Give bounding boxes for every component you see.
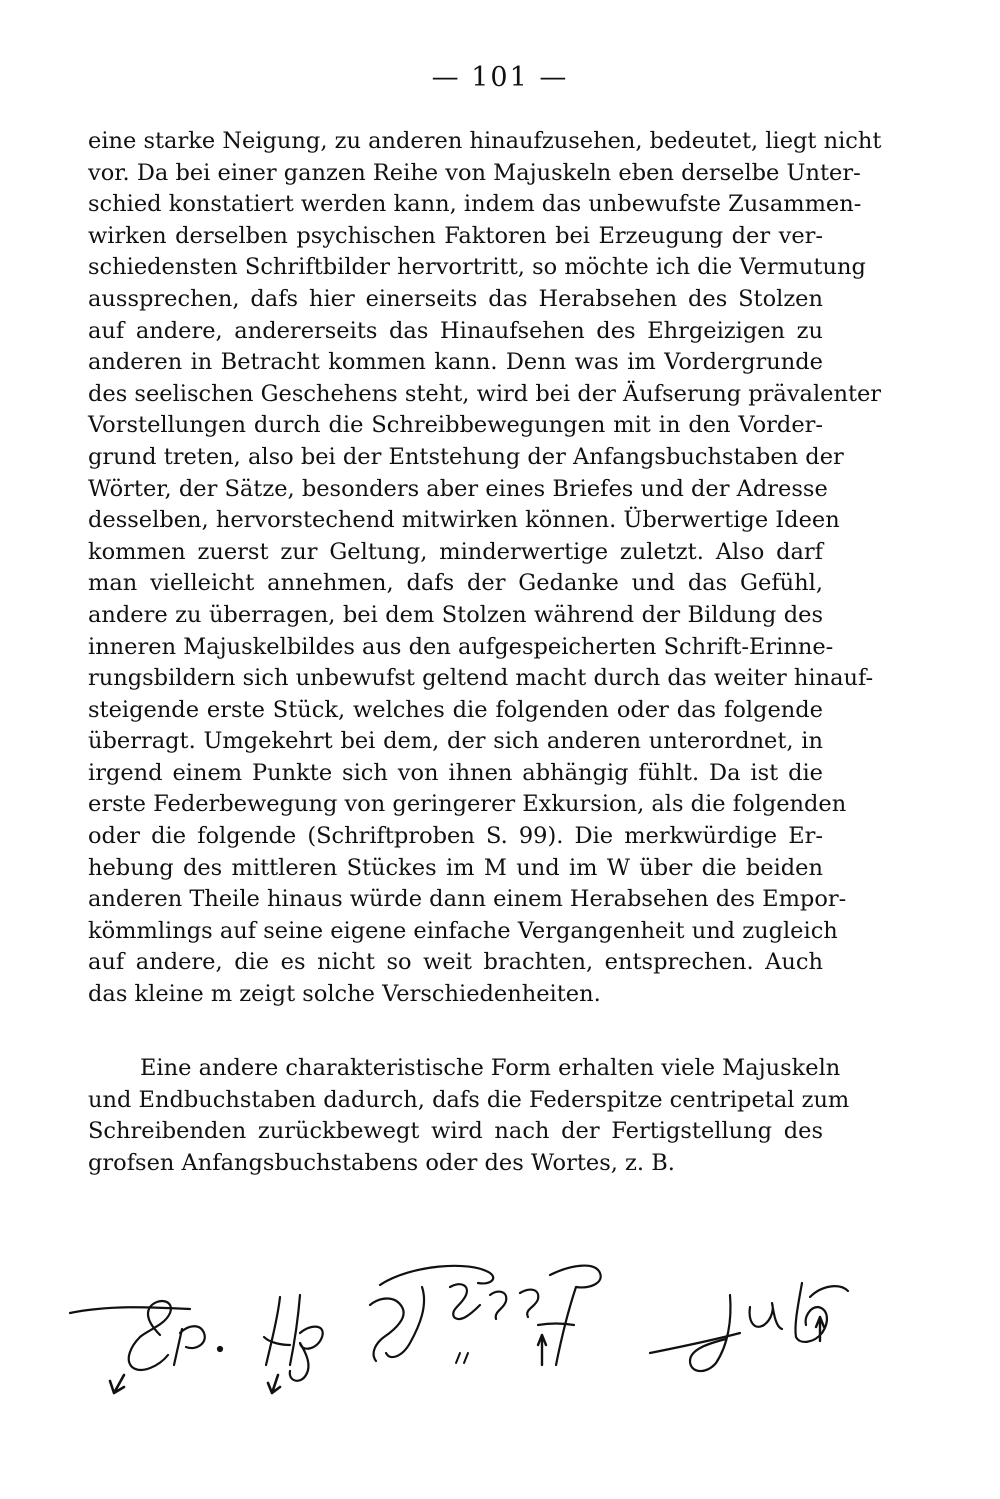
text-line: anderen in Betracht kommen kann. Denn was im Vordergrunde xyxy=(88,349,823,376)
text-line: überragt. Umgekehrt bei dem, der sich anderen unterordnet, in xyxy=(88,728,823,755)
text-line: steigende erste Stück, welches die folgenden oder das folgende xyxy=(88,696,823,723)
text-line: schied konstatiert werden kann, indem das unbewufste Zusammen- xyxy=(88,191,862,218)
text-line: desselben, hervorstechend mitwirken können. Überwertige Ideen xyxy=(88,507,840,534)
text-line: inneren Majuskelbildes aus den aufgespeicherten Schrift-Erinne- xyxy=(88,633,834,660)
text-line: Vorstellungen durch die Schreibbewegungen mit in den Vorder- xyxy=(88,412,823,439)
text-line: irgend einem Punkte sich von ihnen abhängig fühlt. Da ist die xyxy=(88,759,823,786)
text-line: grofsen Anfangsbuchstabens oder des Wortes, z. B. xyxy=(88,1149,675,1176)
text-line: das kleine m zeigt solche Verschiedenheiten. xyxy=(88,981,601,1008)
text-line: kömmlings auf seine eigene einfache Vergangenheit und zugleich xyxy=(88,917,838,944)
paragraph-1 xyxy=(88,126,882,1011)
text-line: erste Federbewegung von geringerer Exkursion, als die folgenden xyxy=(88,791,847,818)
paragraph-2 xyxy=(88,1053,850,1179)
text-line: wirken derselben psychischen Faktoren bei Erzeugung der ver- xyxy=(88,222,823,249)
text-line: andere zu überragen, bei dem Stolzen während der Bildung des xyxy=(88,601,823,628)
text-line: Wörter, der Sätze, besonders aber eines Briefes und der Adresse xyxy=(88,475,828,502)
handwriting-samples-figure xyxy=(50,1225,930,1405)
text-line: des seelischen Geschehens steht, wird bei der Äufserung prävalenter xyxy=(88,380,882,407)
text-line: schiedensten Schriftbilder hervortritt, so möchte ich die Vermutung xyxy=(88,254,866,281)
text-line: oder die folgende (Schriftproben S. 99). Die merkwürdige Er- xyxy=(88,823,823,850)
text-line: hebung des mittleren Stückes im M und im W über die beiden xyxy=(88,854,823,881)
handwriting-samples xyxy=(50,1225,930,1405)
handwriting-sample-ep xyxy=(70,1301,222,1393)
text-line: man vielleicht annehmen, dafs der Gedanke und das Gefühl, xyxy=(88,570,823,597)
text-line: vor. Da bei einer ganzen Reihe von Majuskeln eben derselbe Unter- xyxy=(88,159,861,186)
text-line: Schreibenden zurückbewegt wird nach der Fertigstellung des xyxy=(88,1118,823,1145)
text-line: auf andere, die es nicht so weit brachten, entsprechen. Auch xyxy=(88,949,823,976)
text-line: anderen Theile hinaus würde dann einem Herabsehen des Empor- xyxy=(88,886,847,913)
handwriting-sample-uyraf xyxy=(370,1266,601,1365)
text-line: kommen zuerst zur Geltung, minderwertige zuletzt. Also darf xyxy=(88,538,823,565)
text-line: eine starke Neigung, zu anderen hinaufzusehen, bedeutet, liegt nicht xyxy=(88,128,882,154)
text-line: und Endbuchstaben dadurch, dafs die Federspitze centripetal zum xyxy=(88,1086,850,1113)
handwriting-sample-hg xyxy=(264,1295,323,1393)
page-number: — 101 — xyxy=(431,62,569,93)
text-line: rungsbildern sich unbewufst geltend macht durch das weiter hinauf- xyxy=(88,665,874,692)
handwriting-sample-jub xyxy=(650,1283,848,1371)
text-line: grund treten, also bei der Entstehung der Anfangsbuchstaben der xyxy=(88,443,844,470)
text-line: auf andere, andererseits das Hinaufsehen des Ehrgeizigen zu xyxy=(88,317,823,344)
text-line: aussprechen, dafs hier einerseits das Herabsehen des Stolzen xyxy=(88,285,823,312)
text-line: Eine andere charakteristische Form erhalten viele Majuskeln xyxy=(140,1055,841,1081)
